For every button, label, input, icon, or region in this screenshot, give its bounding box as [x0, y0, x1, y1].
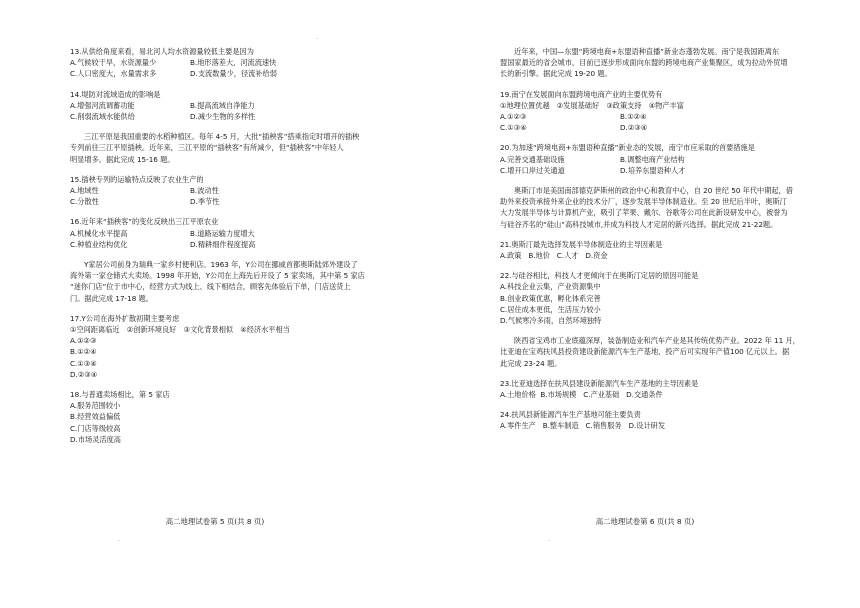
q15-options: [70, 185, 372, 207]
q20-opt-c[interactable]: C.增开口岸过关通道: [500, 165, 565, 175]
passage-line: 助外来投资承接外来企业的技术分厂，逐步发展半导体制造业。至 20 世纪后半叶，奥斯汀: [500, 197, 787, 207]
q18-opt-c[interactable]: C.门店等级较高: [70, 423, 121, 433]
q17-opt-b[interactable]: B.①②④: [70, 347, 97, 357]
q24-opt-b[interactable]: B.整车制造: [542, 421, 579, 431]
q21-opt-c[interactable]: C.人才: [556, 251, 579, 261]
q18-opt-a[interactable]: A.服务范围较小: [70, 401, 121, 411]
page-6-content: [500, 46, 800, 432]
q20-opt-b[interactable]: B.调整电商产业结构: [620, 154, 685, 164]
scan-dot: ·: [316, 36, 318, 43]
q13-opt-a[interactable]: A.气候较干旱，水资源量少: [70, 58, 157, 68]
scan-dot: ·: [118, 538, 120, 545]
passage-line: 大力发展半导体与计算机产业，吸引了苹果、戴尔、谷歌等公司在此新设研发中心，被誉为: [500, 208, 788, 218]
q17-opt-d[interactable]: D.②③④: [70, 369, 98, 379]
q23-stem: 23.比亚迪选择在扶风县建设新能源汽车生产基地的主导因素是: [500, 378, 699, 388]
q15-opt-d[interactable]: D.季节性: [190, 197, 220, 207]
scan-dot: ·: [548, 538, 550, 545]
passage-line: 长的新引擎。据此完成 19-20 题。: [500, 69, 612, 79]
page-5-content: [70, 46, 372, 445]
q14-opt-c[interactable]: C.削弱流域水能供给: [70, 112, 135, 122]
q20-opt-a[interactable]: A.完善交通基础设施: [500, 154, 565, 164]
q16-options: [70, 228, 372, 250]
q22-options: [500, 281, 800, 326]
q22-opt-a[interactable]: A.科技企业云集，产业资源集中: [500, 282, 601, 292]
passage-line: 奥斯汀市是美国南部德克萨斯州的政治中心和教育中心，自 20 世纪 50 年代中期起，借: [514, 186, 793, 196]
passage-line: 明显增多。据此完成 15-16 题。: [70, 154, 175, 164]
q15-opt-a[interactable]: A.地域性: [70, 186, 99, 196]
passage-line: 此完成 23-24 题。: [500, 358, 562, 368]
q23-opt-b[interactable]: B.市场规模: [540, 390, 577, 400]
passage-line: 三江平原是我国重要的水稻种植区。每年 4-5 月，大批“插秧客”搭乘指定时增开的插秧: [84, 132, 360, 142]
q15-opt-c[interactable]: C.分散性: [70, 197, 99, 207]
q22-stem: 22.与硅谷相比，科技人才更倾向于在奥斯汀定居的原因可能是: [500, 271, 699, 281]
q18-options: [70, 400, 372, 445]
q14-options: [70, 100, 372, 122]
q16-opt-b[interactable]: B.道路运输力度增大: [190, 228, 255, 238]
passage-line: “迷你门店”位于市中心，经营方式为线上、线下相结合，顾客先体验后下单，门店送货上: [70, 282, 351, 292]
q14-opt-a[interactable]: A.增强河流调蓄功能: [70, 100, 135, 110]
q18-stem: 18.与普通卖场相比，第 5 家店: [70, 390, 170, 400]
q14-opt-d[interactable]: D.减少生物的多样性: [190, 112, 256, 122]
passage-line: Y家居公司前身为瑞典一家乡村便利店。1963 年，Y公司在挪威首都奥斯陆郊外建设了: [84, 260, 358, 270]
q16-opt-a[interactable]: A.机械化水平提高: [70, 228, 128, 238]
q20-options: [500, 154, 800, 176]
q24-opt-c[interactable]: C.销售服务: [585, 421, 622, 431]
q23-opt-d[interactable]: D.交通条件: [626, 390, 663, 400]
passage-baoji: [500, 335, 800, 369]
q21-options: [500, 250, 800, 261]
q19-opt-b[interactable]: B.①②④: [620, 112, 647, 122]
q14-stem: 14.堤防对流域造成的影响是: [70, 89, 161, 99]
passage-line: 与硅谷齐名的“硅山”高科技城市,并成为科技人才定居的新兴选择。据此完成 21-22题。: [500, 219, 778, 229]
q24-options: [500, 420, 800, 431]
q22-opt-b[interactable]: B.创业政策优惠，孵化体系完善: [500, 293, 601, 303]
q16-opt-d[interactable]: D.精耕细作程度提高: [190, 239, 256, 249]
q24-stem: 24.扶风县新能源汽车生产基地可能主要负责: [500, 410, 641, 420]
q23-opt-c[interactable]: C.产业基础: [583, 390, 620, 400]
q16-opt-c[interactable]: C.种植业结构优化: [70, 239, 128, 249]
q20-opt-d[interactable]: D.培养东盟语种人才: [620, 165, 686, 175]
page-5-footer: 高二地理试卷第 5 页(共 8 页): [165, 517, 265, 526]
passage-line: 陕西省宝鸡市工业底蕴深厚，装备制造业和汽车产业是其传统优势产业。2022 年 11 月，: [514, 336, 800, 346]
q15-stem: 15.插秧专列的运输特点反映了农业生产的: [70, 174, 204, 184]
page-6: [430, 0, 860, 608]
page-6-footer: 高二地理试卷第 6 页(共 8 页): [595, 517, 695, 526]
q16-stem: 16.近年来“插秧客”的变化反映出三江平原农业: [70, 217, 219, 227]
q15-opt-b[interactable]: B.波动性: [190, 186, 219, 196]
q21-opt-d[interactable]: D.资金: [585, 251, 608, 261]
q17-stem: 17.Y公司在海外扩散初期主要考虑: [70, 313, 180, 323]
passage-nanning: [500, 46, 800, 80]
q18-opt-d[interactable]: D.市场灵活度高: [70, 434, 121, 444]
passage-line: 盟国家最近的省会城市，目前已逐步形成面向东盟的跨境电商产业集聚区，成为拉动外贸增: [500, 58, 788, 68]
q13-options: [70, 57, 372, 79]
q20-stem: 20.为加速“跨境电商+东盟语种直播”新业态的发展，南宁市应采取的首要措施是: [500, 143, 755, 153]
q19-opt-a[interactable]: A.①②③: [500, 112, 527, 122]
q19-opt-d[interactable]: D.②③④: [620, 123, 648, 133]
passage-line: 比亚迪在宝鸡扶风县投资建设新能源汽车生产基地，投产后可实现年产值100 亿元以上。据: [500, 347, 790, 357]
q13-opt-d[interactable]: D.支流数量少，径流补给弱: [190, 69, 277, 79]
passage-austin: [500, 185, 800, 230]
q19-opt-c[interactable]: C.①③④: [500, 123, 527, 133]
q23-options: [500, 389, 800, 400]
q19-stem: 19.南宁在发展面向东盟跨境电商产业的主要优势有: [500, 89, 663, 99]
q19-factors: ①地理位置优越 ②发展基础好 ③政策支持 ④物产丰富: [500, 100, 684, 110]
q13-opt-b[interactable]: B.地形落差大，河流流速快: [190, 58, 277, 68]
q24-opt-a[interactable]: A.零件生产: [500, 421, 536, 431]
passage-line: 门。据此完成 17-18 题。: [70, 293, 153, 303]
q21-stem: 21.奥斯汀最先选择发展半导体制造业的主导因素是: [500, 239, 663, 249]
q14-opt-b[interactable]: B.提高流域自净能力: [190, 100, 255, 110]
q17-factors: ①空间距离临近 ②创新环境良好 ③文化背景相似 ④经济水平相当: [70, 325, 290, 335]
q21-opt-a[interactable]: A.政策: [500, 251, 522, 261]
q22-opt-c[interactable]: C.居住成本更低，生活压力较小: [500, 304, 601, 314]
q18-opt-b[interactable]: B.经营效益偏低: [70, 412, 121, 422]
q13-opt-c[interactable]: C.人口密度大，水量需求多: [70, 69, 157, 79]
q21-opt-b[interactable]: B.地价: [528, 251, 550, 261]
passage-line: 专列前往三江平原插秧。近年来，三江平原的“插秧客”有所减少，但“插秧客”中年轻人: [70, 143, 344, 153]
q13-stem: 13.从供给角度来看，易北河人均水资源量较低主要是因为: [70, 47, 254, 56]
q17-opt-c[interactable]: C.①③④: [70, 358, 97, 368]
q22-opt-d[interactable]: D.气候寒冷多雨，自然环境独特: [500, 316, 602, 326]
q17-options: [70, 335, 372, 380]
passage-line: 近年来，中国—东盟“跨境电商+东盟语种直播”新业态蓬勃发展。南宁是我国距离东: [514, 47, 780, 56]
q24-opt-d[interactable]: D.设计研发: [628, 421, 666, 431]
q23-opt-a[interactable]: A.土地价格: [500, 390, 536, 400]
q19-options: [500, 111, 800, 133]
passage-ycompany: [70, 259, 372, 304]
q17-opt-a[interactable]: A.①②③: [70, 336, 97, 346]
passage-sanjiang: [70, 131, 372, 165]
passage-line: 海外第一家仓储式大卖场。1998 年开始，Y公司在上海先后开设了 5 家卖场，其中第 5 家店: [70, 271, 365, 281]
